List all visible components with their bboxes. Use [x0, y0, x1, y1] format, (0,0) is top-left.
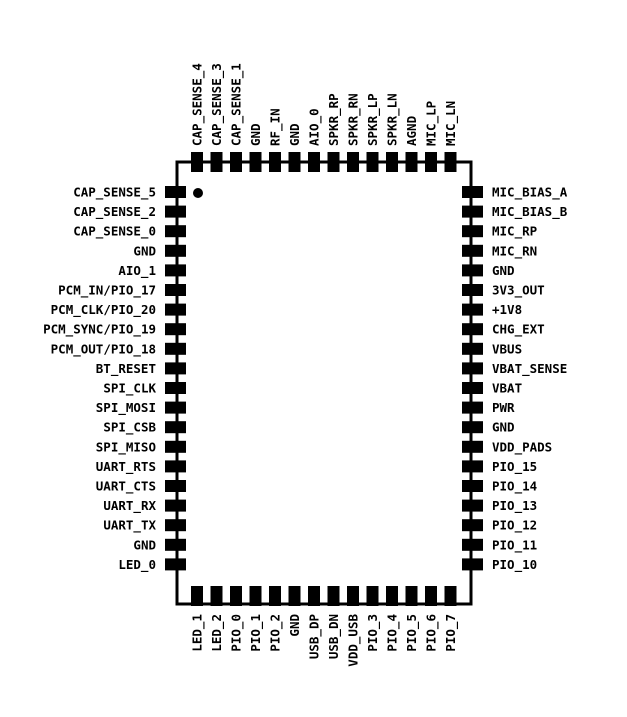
pin-pad [462, 264, 483, 276]
pin-pad [250, 152, 262, 172]
pin-label: SPI_CSB [103, 419, 156, 435]
pin-label: MIC_LN [443, 100, 458, 146]
pin-pad [165, 402, 186, 414]
pin-label: CAP_SENSE_2 [73, 204, 156, 220]
pin-label: PIO_4 [384, 614, 400, 652]
pin-pad [165, 206, 186, 218]
pin-label: MIC_LP [423, 100, 439, 146]
pin-pad [250, 586, 262, 606]
pin-label: VBAT [492, 380, 523, 396]
pin-pad [289, 152, 301, 172]
pin-pad [165, 480, 186, 492]
bottom-pin-group [190, 586, 460, 667]
pin-label: PIO_12 [492, 517, 538, 533]
pin-label: PIO_6 [423, 614, 439, 652]
pin-pad [328, 586, 340, 606]
pin-label: VDD_PADS [492, 439, 553, 455]
pin-label: CAP_SENSE_5 [73, 184, 156, 200]
pin-pad [462, 362, 483, 374]
pin-label: PIO_10 [492, 556, 538, 572]
pin-pad [308, 152, 320, 172]
pin-pad [165, 500, 186, 512]
pin-label: PIO_15 [492, 458, 538, 474]
pin-pad [462, 245, 483, 257]
pin-label: PIO_1 [248, 614, 263, 652]
pin-label: PIO_7 [443, 614, 458, 652]
pin-pad [386, 152, 398, 172]
pin-label: SPKR_RN [345, 93, 361, 146]
pin-pad [462, 500, 483, 512]
pin-pad [165, 382, 186, 394]
pin-pad [165, 186, 186, 198]
pin-label: GND [287, 123, 302, 146]
pin-label: LED_1 [189, 614, 205, 652]
pin-pad [425, 586, 437, 606]
pin-label: SPKR_LN [384, 93, 400, 146]
pin-label: SPKR_LP [365, 93, 380, 146]
pin-pad [165, 558, 186, 570]
pin-label: PWR [492, 400, 515, 416]
pin-label: SPI_MISO [95, 439, 156, 455]
pin-pad [347, 586, 359, 606]
pin-pad [165, 304, 186, 316]
pin-label: PCM_OUT/PIO_18 [50, 341, 156, 357]
pin-label: CHG_EXT [492, 321, 545, 337]
pin-1-marker [193, 188, 203, 198]
pin-label: PIO_11 [492, 537, 538, 553]
chip-body-outline [177, 162, 471, 604]
pin-label: PIO_13 [492, 498, 538, 514]
pin-label: GND [248, 123, 263, 146]
pin-label: PIO_3 [365, 614, 380, 652]
pin-label: CAP_SENSE_0 [73, 223, 156, 239]
pin-pad [462, 519, 483, 531]
pin-label: SPKR_RP [326, 93, 341, 146]
pin-label: PIO_5 [404, 614, 419, 652]
pin-pad [462, 206, 483, 218]
pin-pad [386, 586, 398, 606]
pin-pad [367, 586, 379, 606]
pin-pad [165, 343, 186, 355]
pin-label: GND [492, 262, 515, 278]
pin-label: UART_RTS [95, 458, 156, 474]
pin-pad [165, 323, 186, 335]
pin-pad [211, 586, 223, 606]
pin-pad [462, 225, 483, 237]
pin-pad [462, 539, 483, 551]
pin-pad [462, 304, 483, 316]
pin-pad [269, 152, 281, 172]
pin-label: AGND [404, 115, 419, 146]
pin-pad [445, 152, 457, 172]
pin-pad [328, 152, 340, 172]
pin-pad [462, 421, 483, 433]
pin-label: SPI_MOSI [95, 400, 156, 416]
pin-pad [462, 343, 483, 355]
pin-label: GND [133, 243, 156, 259]
pin-label: PIO_0 [228, 614, 244, 652]
pin-pad [165, 245, 186, 257]
pin-pad [425, 152, 437, 172]
pin-label: VBAT_SENSE [492, 360, 568, 376]
pin-label: VBUS [492, 341, 523, 357]
pin-label: PCM_IN/PIO_17 [58, 282, 156, 298]
pin-pad [462, 441, 483, 453]
pin-pad [165, 539, 186, 551]
pin-pad [462, 186, 483, 198]
pin-label: +1V8 [492, 302, 523, 318]
pin-label: AIO_1 [118, 262, 156, 278]
pin-pad [462, 402, 483, 414]
pin-pad [165, 519, 186, 531]
pin-pad [165, 264, 186, 276]
pin-label: UART_TX [103, 517, 156, 533]
pin-label: GND [133, 537, 156, 553]
pin-label: PCM_CLK/PIO_20 [50, 302, 156, 318]
left-pin-group [43, 185, 186, 573]
pin-label: PCM_SYNC/PIO_19 [43, 321, 156, 337]
pin-pad [211, 152, 223, 172]
pin-label: 3V3_OUT [492, 282, 545, 298]
pin-pad [462, 460, 483, 472]
pin-label: MIC_BIAS_A [492, 184, 568, 200]
pin-pad [230, 586, 242, 606]
pin-pad [347, 152, 359, 172]
pin-pad [462, 284, 483, 296]
pin-label: BT_RESET [95, 360, 156, 376]
pin-pad [165, 284, 186, 296]
pin-label: USB_DN [326, 614, 341, 660]
pin-label: LED_0 [118, 556, 156, 572]
pin-pad [191, 152, 203, 172]
pin-pad [367, 152, 379, 172]
pin-pad [269, 586, 281, 606]
pin-pad [308, 586, 320, 606]
pin-label: LED_2 [209, 614, 224, 652]
pin-label: MIC_RP [492, 223, 538, 239]
pin-pad [165, 362, 186, 374]
right-pin-group [462, 185, 568, 573]
pin-pad [165, 421, 186, 433]
pin-pad [445, 586, 457, 606]
pin-label: CAP_SENSE_4 [189, 63, 205, 146]
pin-pad [289, 586, 301, 606]
pin-pad [191, 586, 203, 606]
pin-label: CAP_SENSE_1 [228, 63, 244, 146]
pin-pad [165, 441, 186, 453]
pin-pad [462, 558, 483, 570]
pin-pad [462, 323, 483, 335]
pin-label: MIC_BIAS_B [492, 204, 568, 220]
pin-label: PIO_14 [492, 478, 538, 494]
pin-pad [462, 480, 483, 492]
pin-pad [165, 460, 186, 472]
pin-label: CAP_SENSE_3 [209, 63, 224, 146]
pin-label: MIC_RN [492, 243, 538, 259]
pin-label: VDD_USB [345, 614, 361, 667]
pin-pad [462, 382, 483, 394]
pin-pad [406, 152, 418, 172]
pin-label: UART_RX [103, 498, 156, 514]
pin-label: SPI_CLK [103, 380, 156, 396]
pin-label: GND [492, 419, 515, 435]
pin-pad [230, 152, 242, 172]
pin-label: USB_DP [306, 614, 322, 660]
pin-label: PIO_2 [267, 614, 283, 652]
pin-label: RF_IN [267, 108, 283, 146]
pin-label: UART_CTS [95, 478, 156, 494]
pin-pad [406, 586, 418, 606]
pin-pad [165, 225, 186, 237]
top-pin-group [190, 63, 460, 172]
pin-label: GND [287, 614, 302, 637]
pin-label: AIO_0 [306, 108, 322, 146]
